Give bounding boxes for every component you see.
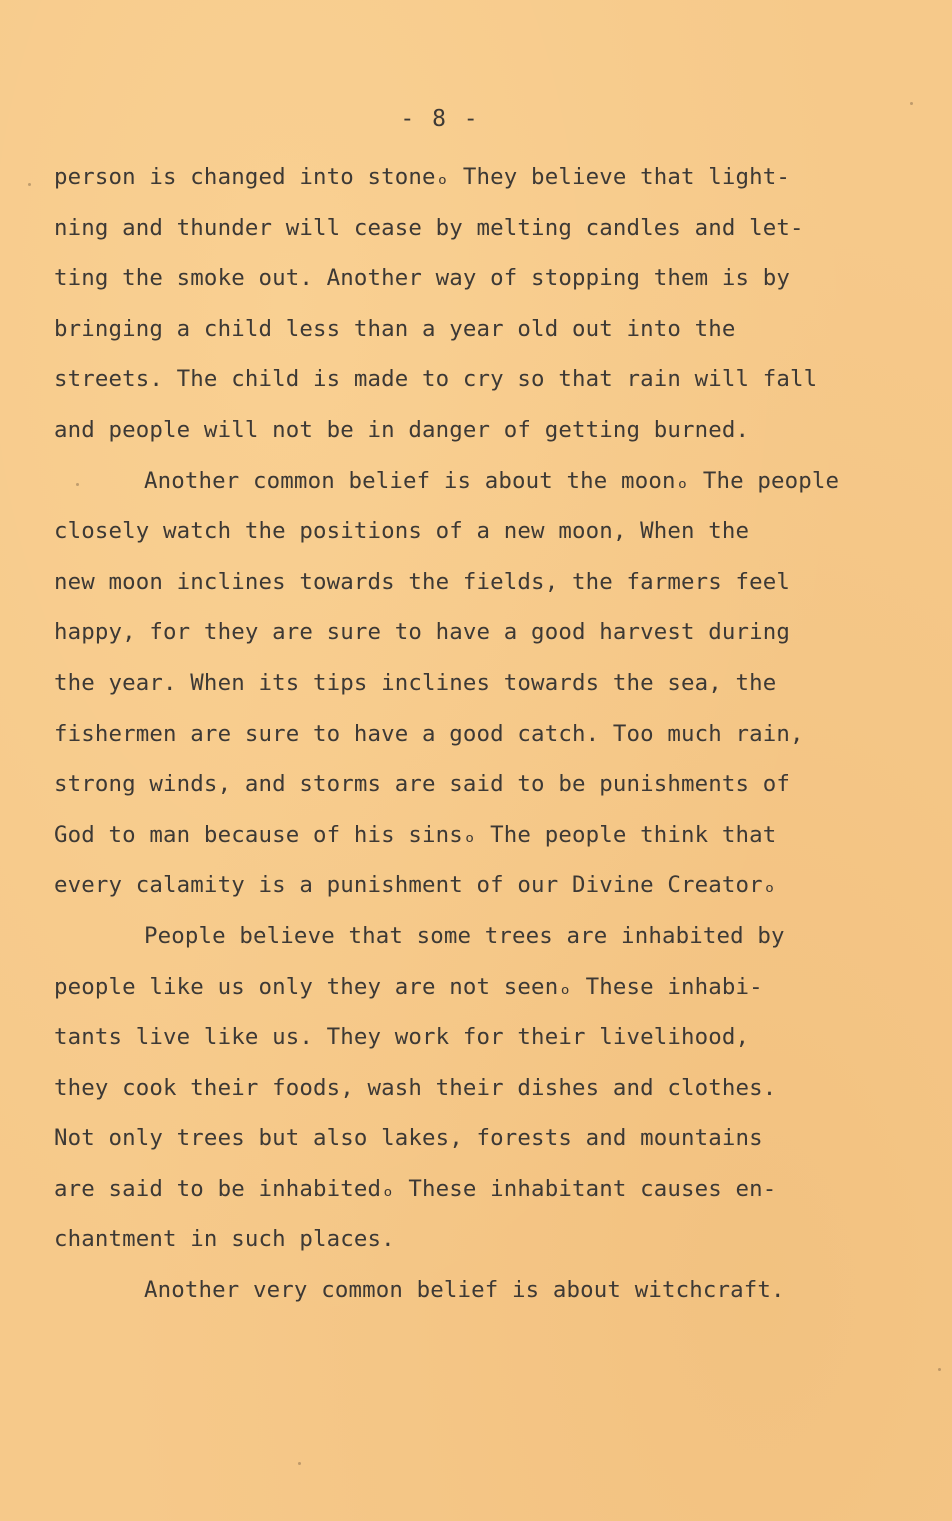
text-line: tants live like us. They work for their livelihood, — [54, 1024, 750, 1051]
text-line: closely watch the positions of a new moon, When the — [54, 518, 750, 545]
page-number: - 8 - — [400, 106, 480, 132]
text-line: are said to be inhabitedₒ These inhabitant causes en- — [54, 1175, 777, 1202]
paper-speck — [28, 183, 31, 186]
paragraph-start-line: Another very common belief is about witchcraft. — [144, 1277, 785, 1304]
paragraph-start-line: People believe that some trees are inhabited by — [144, 922, 785, 949]
text-line: people like us only they are not seenₒ These inhabi- — [54, 973, 763, 1000]
text-line: bringing a child less than a year old out into the — [54, 315, 736, 342]
text-line: ning and thunder will cease by melting candles and let- — [54, 214, 804, 241]
text-line: they cook their foods, wash their dishes and clothes. — [54, 1074, 777, 1101]
text-line: every calamity is a punishment of our Divine Creatorₒ — [54, 872, 777, 899]
text-line: streets. The child is made to cry so that rain will fall — [54, 366, 818, 393]
paper-speck — [76, 483, 79, 486]
text-line: the year. When its tips inclines towards the sea, the — [54, 669, 777, 696]
paper-speck — [910, 102, 913, 105]
paragraph-start-line: Another common belief is about the moonₒ The people — [144, 467, 840, 494]
text-line: fishermen are sure to have a good catch. Too much rain, — [54, 720, 804, 747]
text-line: new moon inclines towards the fields, the farmers feel — [54, 568, 791, 595]
text-line: ting the smoke out. Another way of stopping them is by — [54, 265, 791, 292]
body-text — [54, 155, 934, 1319]
text-line: happy, for they are sure to have a good harvest during — [54, 619, 791, 646]
text-line: and people will not be in danger of getting burned. — [54, 416, 750, 443]
text-line: Not only trees but also lakes, forests and mountains — [54, 1125, 763, 1152]
text-line: chantment in such places. — [54, 1226, 395, 1253]
paper-speck — [938, 1368, 941, 1371]
text-line: God to man because of his sinsₒ The people think that — [54, 821, 777, 848]
text-line: strong winds, and storms are said to be punishments of — [54, 771, 791, 798]
paper-speck — [298, 1462, 301, 1465]
text-line: person is changed into stoneₒ They believe that light- — [54, 164, 791, 190]
